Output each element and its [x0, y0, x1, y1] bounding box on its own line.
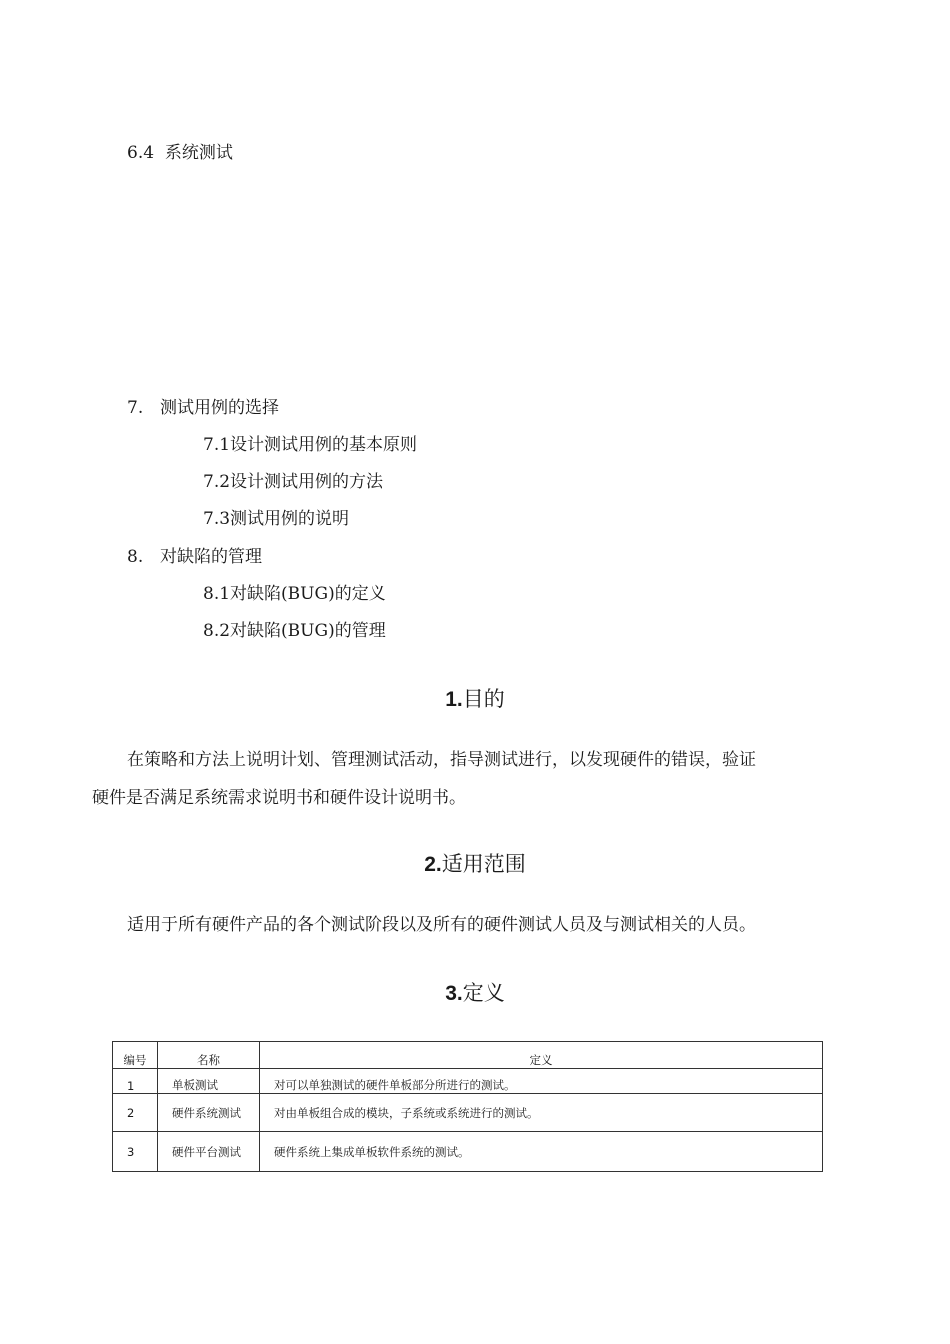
toc-number: 7.1 — [203, 435, 231, 455]
toc-number: 8.2 — [203, 621, 231, 641]
section-heading-purpose — [0, 686, 950, 713]
toc-item-8 — [127, 546, 262, 568]
table-cell: 2 — [113, 1094, 158, 1132]
section-heading-scope — [0, 851, 950, 878]
table-cell: 1 — [113, 1069, 158, 1094]
definitions-table — [112, 1041, 823, 1172]
toc-number: 8.1 — [203, 584, 231, 604]
section-title: 目的 — [462, 687, 505, 711]
section-title: 适用范围 — [441, 852, 526, 876]
toc-item-7 — [127, 397, 279, 419]
table-cell: 硬件系统测试 — [158, 1094, 260, 1132]
column-header: 名称 — [158, 1042, 260, 1069]
section-number: 2. — [424, 853, 442, 876]
toc-number: 8. — [127, 547, 144, 567]
table-cell: 对由单板组合成的模块，子系统或系统进行的测试。 — [260, 1094, 823, 1132]
table-cell: 硬件系统上集成单板软件系统的测试。 — [260, 1132, 823, 1172]
toc-label: 设计测试用例的方法 — [230, 472, 384, 492]
toc-label: 对缺陷(BUG)的定义 — [230, 584, 386, 604]
toc-item-6-4 — [127, 142, 233, 164]
toc-label: 对缺陷(BUG)的管理 — [230, 621, 386, 641]
toc-number: 6.4 — [127, 143, 155, 163]
section-body-purpose-line1: 在策略和方法上说明计划、管理测试活动，指导测试进行，以发现硬件的错误，验证 — [127, 750, 756, 770]
table-row — [113, 1094, 823, 1132]
table-cell: 对可以单独测试的硬件单板部分所进行的测试。 — [260, 1069, 823, 1094]
section-number: 1. — [445, 688, 463, 711]
toc-number: 7. — [127, 398, 144, 418]
section-title: 定义 — [462, 981, 505, 1005]
toc-number: 7.3 — [203, 509, 231, 529]
section-body-purpose-line2: 硬件是否满足系统需求说明书和硬件设计说明书。 — [92, 788, 466, 808]
toc-item-8-1 — [203, 583, 386, 605]
table-cell: 3 — [113, 1132, 158, 1172]
toc-label: 设计测试用例的基本原则 — [230, 435, 418, 455]
table-cell: 单板测试 — [158, 1069, 260, 1094]
toc-number: 7.2 — [203, 472, 231, 492]
table-header-row — [113, 1042, 823, 1069]
table-cell: 硬件平台测试 — [158, 1132, 260, 1172]
toc-label: 系统测试 — [164, 143, 233, 163]
section-heading-definitions — [0, 980, 950, 1007]
toc-item-7-2 — [203, 471, 383, 493]
toc-label: 测试用例的选择 — [160, 398, 279, 418]
toc-label: 对缺陷的管理 — [160, 547, 262, 567]
table-row — [113, 1069, 823, 1094]
section-number: 3. — [445, 982, 463, 1005]
toc-label: 测试用例的说明 — [230, 509, 350, 529]
section-body-scope: 适用于所有硬件产品的各个测试阶段以及所有的硬件测试人员及与测试相关的人员。 — [127, 915, 756, 935]
column-header: 编号 — [113, 1042, 158, 1069]
toc-item-8-2 — [203, 620, 386, 642]
toc-item-7-1 — [203, 434, 417, 456]
table-row — [113, 1132, 823, 1172]
toc-item-7-3 — [203, 508, 349, 530]
column-header: 定义 — [260, 1042, 823, 1069]
